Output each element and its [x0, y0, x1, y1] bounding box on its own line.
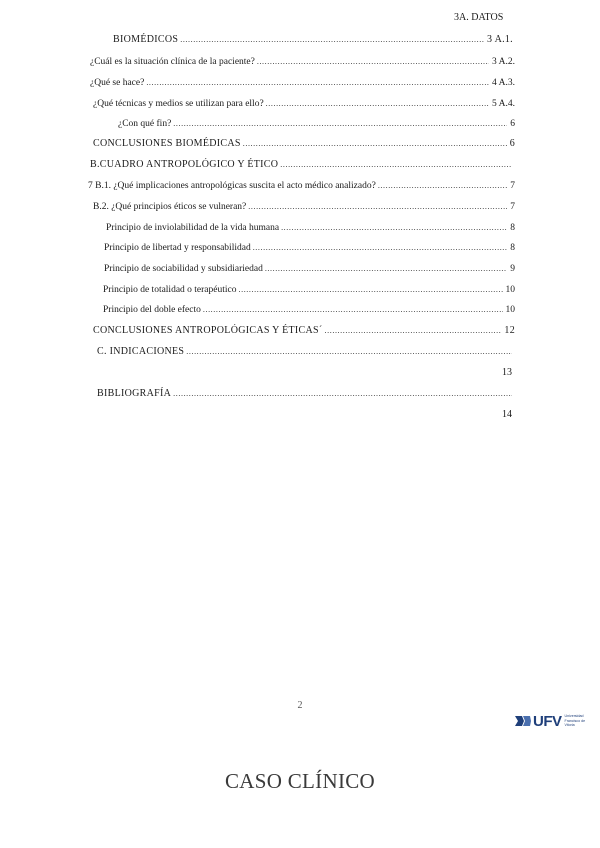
toc-entry-conclusiones-antropologicas — [93, 324, 515, 338]
toc-entry-page: 3 A.2. — [492, 57, 515, 67]
toc-orphan-page-indicaciones: 13 — [502, 367, 512, 378]
toc-leader-dots — [239, 283, 503, 297]
toc-entry-label: Principio del doble efecto — [103, 305, 201, 315]
toc-leader-dots — [180, 33, 484, 47]
toc-leader-dots — [173, 387, 512, 401]
toc-leader-dots — [173, 117, 507, 131]
toc-entry-biomedicos — [113, 33, 513, 47]
toc-entry-totalidad — [103, 283, 515, 297]
toc-entry-page: 8 — [510, 243, 515, 253]
toc-leader-dots — [280, 158, 512, 172]
page-number: 2 — [297, 700, 303, 711]
toc-entry-situacion-clinica — [90, 55, 515, 69]
toc-entry-conclusiones-biomedicas — [93, 137, 515, 151]
toc-entry-label: BIOMÉDICOS — [113, 34, 179, 45]
toc-leader-dots — [186, 345, 512, 359]
toc-entry-label: B.2. ¿Qué principios éticos se vulneran? — [93, 202, 247, 212]
ufv-logo-subtitle: Universidad Francisco de Vitoria — [564, 714, 586, 728]
ufv-logo-mark-icon — [515, 714, 531, 728]
toc-leader-dots — [146, 76, 489, 90]
toc-leader-dots — [257, 55, 489, 69]
toc-entry-label: 7 B.1. ¿Qué implicaciones antropológicas suscita el acto médico analizado? — [88, 181, 376, 191]
toc-entry-label: Principio de inviolabilidad de la vida humana — [106, 223, 280, 233]
toc-entry-page: 3 A.1. — [487, 34, 513, 45]
toc-entry-indicaciones — [97, 345, 515, 359]
toc-entry-sociabilidad — [104, 262, 515, 276]
toc-entry-cuadro-antropologico — [90, 158, 515, 172]
toc-entry-con-que-fin — [118, 117, 515, 131]
toc-entry-label: BIBLIOGRAFÍA — [97, 388, 172, 399]
toc-entry-label: ¿Qué se hace? — [90, 78, 145, 88]
toc-entry-page: 10 — [505, 285, 515, 295]
ufv-logo — [515, 711, 595, 731]
toc-entry-tecnicas-medios — [93, 97, 515, 111]
toc-header-fragment: 3A. DATOS — [454, 12, 504, 23]
toc-entry-page: 6 — [509, 138, 515, 149]
toc-entry-page: 7 — [510, 181, 515, 191]
toc-entry-page: 6 — [510, 119, 515, 129]
toc-entry-label: Principio de sociabilidad y subsidiariedad — [104, 264, 263, 274]
toc-entry-bibliografia — [97, 387, 515, 401]
toc-entry-page: 4 A.3. — [492, 78, 515, 88]
toc-entry-doble-efecto — [103, 303, 515, 317]
toc-entry-label: B.CUADRO ANTROPOLÓGICO Y ÉTICO — [90, 159, 279, 170]
toc-entry-label: ¿Con qué fin? — [118, 119, 172, 129]
toc-entry-label: Principio de libertad y responsabilidad — [104, 243, 251, 253]
ufv-logo-text: UFV — [533, 712, 562, 730]
toc-orphan-page-bibliografia: 14 — [502, 409, 512, 420]
toc-leader-dots — [248, 200, 507, 214]
toc-entry-page: 7 — [510, 202, 515, 212]
footer-title: CASO CLÍNICO — [224, 769, 376, 793]
toc-leader-dots — [325, 324, 502, 338]
toc-leader-dots — [203, 303, 503, 317]
toc-entry-label: Principio de totalidad o terapéutico — [103, 285, 237, 295]
toc-entry-label: CONCLUSIONES ANTROPOLÓGICAS Y ÉTICAS´ — [93, 325, 323, 336]
toc-leader-dots — [378, 179, 507, 193]
toc-entry-que-se-hace — [90, 76, 515, 90]
toc-entry-implicaciones-antropologicas — [88, 179, 515, 193]
toc-leader-dots — [243, 137, 507, 151]
toc-entry-page: 8 — [510, 223, 515, 233]
toc-entry-label: CONCLUSIONES BIOMÉDICAS — [93, 138, 241, 149]
toc-leader-dots — [266, 97, 489, 111]
toc-entry-label: C. INDICACIONES — [97, 346, 185, 357]
toc-entry-principios-eticos — [93, 200, 515, 214]
toc-entry-page: 12 — [504, 325, 515, 336]
toc-entry-page: 10 — [505, 305, 515, 315]
toc-entry-page: 9 — [510, 264, 515, 274]
toc-entry-libertad — [104, 241, 515, 255]
toc-entry-label: ¿Qué técnicas y medios se utilizan para ello? — [93, 99, 264, 109]
toc-entry-page: 5 A.4. — [492, 99, 515, 109]
toc-leader-dots — [253, 241, 508, 255]
toc-entry-inviolabilidad — [106, 221, 515, 235]
toc-leader-dots — [281, 221, 507, 235]
toc-leader-dots — [265, 262, 507, 276]
toc-entry-label: ¿Cuál es la situación clínica de la paciente? — [90, 57, 255, 67]
